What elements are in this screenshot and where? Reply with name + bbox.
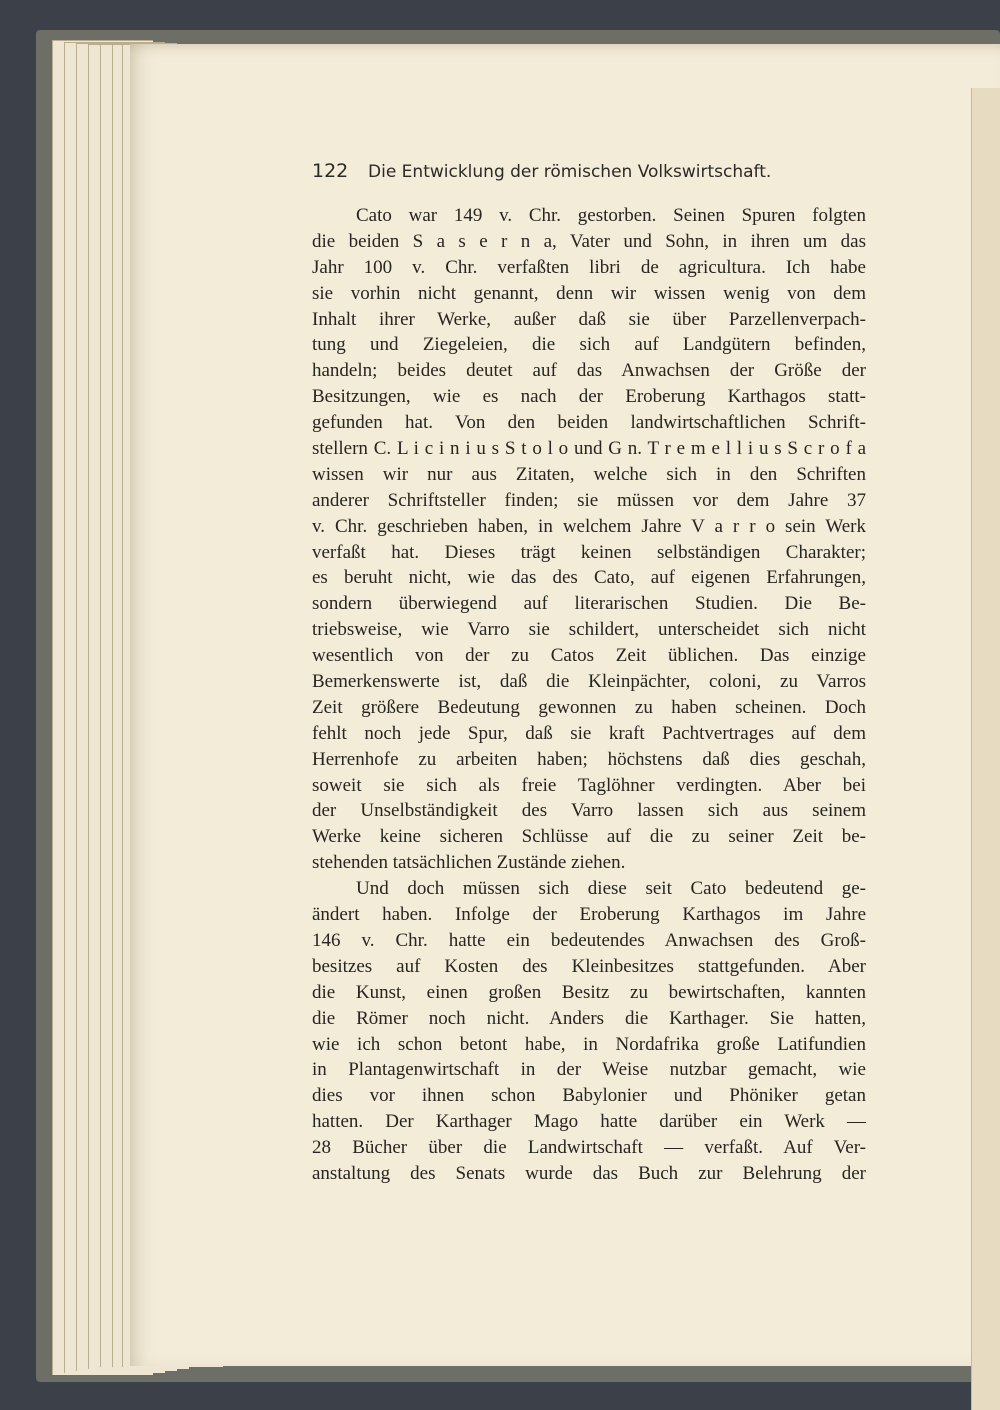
text-line: handeln; beides deutet auf das Anwachsen der Größe der xyxy=(312,360,866,382)
text-line: v. Chr. geschrieben haben, in welchem Jahre V a r r o sein Werk xyxy=(312,515,866,537)
running-head xyxy=(312,160,872,182)
text-line: tung und Ziegeleien, die sich auf Landgütern befinden, xyxy=(312,334,866,356)
text-line: triebsweise, wie Varro sie schildert, unterscheidet sich nicht xyxy=(312,619,866,641)
text-line: in Plantagenwirtschaft in der Weise nutzbar gemacht, wie xyxy=(312,1059,866,1081)
text-line: stellern C. L i c i n i u s S t o l o und G n. T r e m e l l i u s S c r o f a xyxy=(312,438,866,460)
text-line: Und doch müssen sich diese seit Cato bedeutend ge- xyxy=(356,878,866,900)
text-line: Bemerkenswerte ist, daß die Kleinpächter, coloni, zu Varros xyxy=(312,671,866,693)
text-line: anstaltung des Senats wurde das Buch zur Belehrung der xyxy=(312,1162,866,1184)
text-line: wie ich schon betont habe, in Nordafrika große Latifundien xyxy=(312,1033,866,1055)
text-line: der Unselbständigkeit des Varro lassen sich aus seinem xyxy=(312,800,866,822)
text-line: die Kunst, einen großen Besitz zu bewirtschaften, kannten xyxy=(312,981,866,1003)
text-line: ändert haben. Infolge der Eroberung Karthagos im Jahre xyxy=(312,904,866,926)
text-line: wesentlich von der zu Catos Zeit üblichen. Das einzige xyxy=(312,645,866,667)
running-head-title: Die Entwicklung der römischen Volkswirtschaft. xyxy=(368,162,772,182)
text-line: dies vor ihnen schon Babylonier und Phöniker getan xyxy=(312,1085,866,1107)
text-line: gefunden hat. Von den beiden landwirtschaftlichen Schrift- xyxy=(312,412,866,434)
text-line: die beiden S a s e r n a, Vater und Sohn, in ihren um das xyxy=(312,230,866,252)
text-line: es beruht nicht, wie das des Cato, auf eigenen Erfahrungen, xyxy=(312,567,866,589)
text-line: Werke keine sicheren Schlüsse auf die zu seiner Zeit be- xyxy=(312,826,866,848)
text-line: 146 v. Chr. hatte ein bedeutendes Anwachsen des Groß- xyxy=(312,929,866,951)
text-line: Zeit größere Bedeutung gewonnen zu haben scheinen. Doch xyxy=(312,696,866,718)
text-line: Inhalt ihrer Werke, außer daß sie über Parzellenverpach- xyxy=(312,308,866,330)
text-line: hatten. Der Karthager Mago hatte darüber ein Werk — xyxy=(312,1111,866,1133)
facing-page-edge xyxy=(971,88,1000,1410)
text-line: Jahr 100 v. Chr. verfaßten libri de agricultura. Ich habe xyxy=(312,256,866,278)
text-line: verfaßt hat. Dieses trägt keinen selbständigen Charakter; xyxy=(312,541,866,563)
text-line: stehenden tatsächlichen Zustände ziehen. xyxy=(312,852,626,874)
text-line: soweit sie sich als freie Taglöhner verdingten. Aber bei xyxy=(312,774,866,796)
page-number: 122 xyxy=(312,160,349,182)
text-line: fehlt noch jede Spur, daß sie kraft Pachtvertrages auf dem xyxy=(312,722,866,744)
text-line: Cato war 149 v. Chr. gestorben. Seinen Spuren folgten xyxy=(356,205,866,226)
body-text xyxy=(312,203,866,1187)
text-line: sondern überwiegend auf literarischen Studien. Die Be- xyxy=(312,593,866,615)
text-line: Besitzungen, wie es nach der Eroberung Karthagos statt- xyxy=(312,386,866,408)
text-line: sie vorhin nicht genannt, denn wir wissen wenig von dem xyxy=(312,282,866,304)
text-line: anderer Schriftsteller finden; sie müssen vor dem Jahre 37 xyxy=(312,489,866,511)
text-line: 28 Bücher über die Landwirtschaft — verfaßt. Auf Ver- xyxy=(312,1137,866,1159)
text-line: wissen wir nur aus Zitaten, welche sich in den Schriften xyxy=(312,463,866,485)
text-line: Herrenhofe zu arbeiten haben; höchstens daß dies geschah, xyxy=(312,748,866,770)
text-line: besitzes auf Kosten des Kleinbesitzes stattgefunden. Aber xyxy=(312,955,866,977)
text-line: die Römer noch nicht. Anders die Karthager. Sie hatten, xyxy=(312,1007,866,1029)
